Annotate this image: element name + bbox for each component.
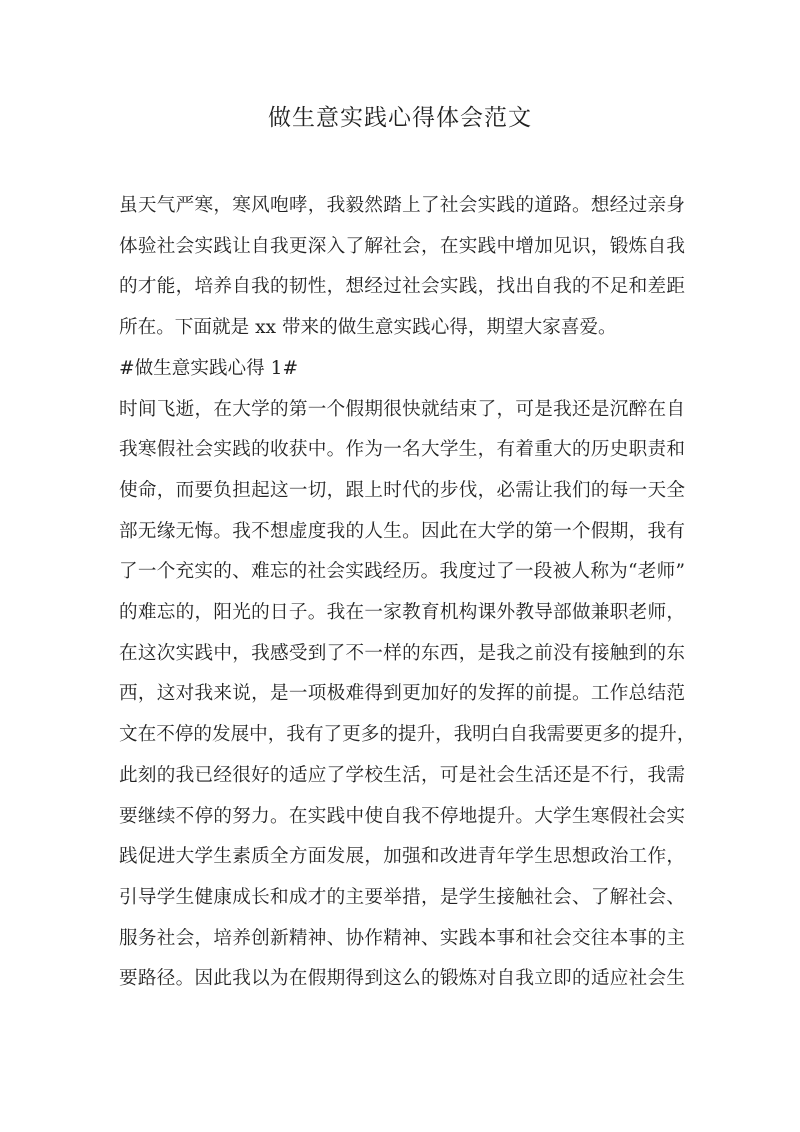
text-line: 文在不停的发展中，我有了更多的提升，我明白自我需要更多的提升，	[119, 724, 696, 746]
text-line: 我寒假社会实践的收获中。作为一名大学生，有着重大的历史职责和	[119, 439, 685, 461]
section-paragraph	[119, 390, 696, 1001]
text-line: 要路径。因此我以为在假期得到这么的锻炼对自我立即的适应社会生	[119, 968, 685, 990]
text-line: 践促进大学生素质全方面发展，加强和改进青年学生思想政治工作，	[119, 846, 685, 868]
text-line: 部无缘无悔。我不想虚度我的人生。因此在大学的第一个假期，我有	[119, 520, 685, 542]
text-line: 的难忘的，阳光的日子。我在一家教育机构课外教导部做兼职老师，	[119, 602, 685, 624]
section-heading	[119, 349, 685, 390]
text-line: 体验社会实践让自我更深入了解社会，在实践中增加见识，锻炼自我	[119, 235, 685, 257]
text-line: 虽天气严寒，寒风咆哮，我毅然踏上了社会实践的道路。想经过亲身	[119, 195, 685, 216]
text-line: 西，这对我来说，是一项极难得到更加好的发挥的前提。工作总结范	[119, 683, 685, 705]
text-line: 在这次实践中，我感受到了不一样的东西，是我之前没有接触到的东	[119, 642, 685, 664]
text-line: 引导学生健康成长和成才的主要举措，是学生接触社会、了解社会、	[119, 886, 685, 908]
text-line: 了一个充实的、难忘的社会实践经历。我度过了一段被人称为“老师”	[119, 561, 685, 583]
section-heading-text: #做生意实践心得 1#	[119, 357, 299, 379]
document-body	[119, 186, 696, 1000]
text-line: 要继续不停的努力。在实践中使自我不停地提升。大学生寒假社会实	[119, 805, 685, 827]
text-line: 此刻的我已经很好的适应了学校生活，可是社会生活还是不行，我需	[119, 764, 685, 786]
text-line: 服务社会，培养创新精神、协作精神、实践本事和社会交往本事的主	[119, 927, 685, 949]
document-title: 做生意实践心得体会范文	[268, 105, 532, 131]
text-line: 使命，而要负担起这一切，跟上时代的步伐，必需让我们的每一天全	[119, 479, 685, 501]
text-line: 所在。下面就是 xx 带来的做生意实践心得，期望大家喜爱。	[119, 317, 617, 339]
text-line: 时间飞逝，在大学的第一个假期很快就结束了，可是我还是沉醉在自	[119, 398, 685, 420]
intro-paragraph	[119, 186, 685, 349]
text-line: 的才能，培养自我的韧性，想经过社会实践，找出自我的不足和差距	[119, 276, 685, 298]
